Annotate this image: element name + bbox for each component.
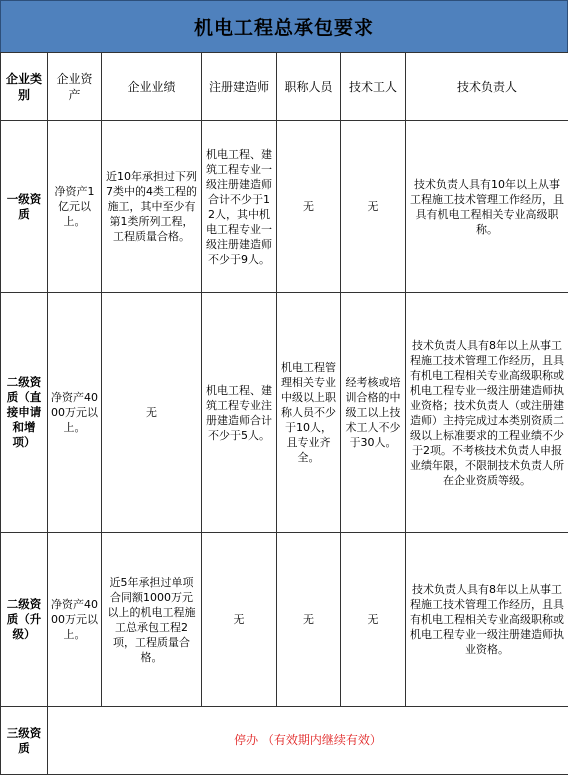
tech-lead-cell: 技术负责人具有10年以上从事工程施工技术管理工作经历，且具有机电工程相关专业高级职称。	[406, 121, 568, 293]
assets-cell: 净资产4000万元以上。	[48, 293, 102, 533]
table-row	[1, 707, 568, 775]
tech-lead-cell: 技术负责人具有8年以上从事工程施工技术管理工作经历，且具有机电工程相关专业高级职称或机电工程专业一级注册建造师执业资格。	[406, 533, 568, 707]
builders-cell: 机电工程、建筑工程专业一级注册建造师合计不少于12人，其中机电工程专业一级注册建造师不少于9人。	[202, 121, 277, 293]
category-cell: 一级资质	[1, 121, 48, 293]
table-row	[1, 293, 568, 533]
header-tech-lead: 技术负责人	[406, 53, 568, 121]
requirements-table	[0, 52, 568, 775]
technicians-cell: 经考核或培训合格的中级工以上技术工人不少于30人。	[341, 293, 406, 533]
header-row	[1, 53, 568, 121]
assets-cell: 净资产4000万元以上。	[48, 533, 102, 707]
suspended-note: 停办 （有效期内继续有效）	[48, 707, 568, 775]
header-performance: 企业业绩	[102, 53, 202, 121]
builders-cell: 无	[202, 533, 277, 707]
category-cell: 三级资质	[1, 707, 48, 775]
table-row	[1, 121, 568, 293]
page-title: 机电工程总承包要求	[0, 0, 568, 52]
titled-staff-cell: 无	[277, 533, 341, 707]
table-row	[1, 533, 568, 707]
header-assets: 企业资产	[48, 53, 102, 121]
header-builders: 注册建造师	[202, 53, 277, 121]
technicians-cell: 无	[341, 533, 406, 707]
performance-cell: 无	[102, 293, 202, 533]
header-category: 企业类别	[1, 53, 48, 121]
performance-cell: 近10年承担过下列7类中的4类工程的施工，其中至少有第1类所列工程，工程质量合格。	[102, 121, 202, 293]
titled-staff-cell: 机电工程管理相关专业中级以上职称人员不少于10人，且专业齐全。	[277, 293, 341, 533]
category-cell: 二级资质（升级）	[1, 533, 48, 707]
header-titled-staff: 职称人员	[277, 53, 341, 121]
header-technicians: 技术工人	[341, 53, 406, 121]
titled-staff-cell: 无	[277, 121, 341, 293]
assets-cell: 净资产1亿元以上。	[48, 121, 102, 293]
tech-lead-cell: 技术负责人具有8年以上从事工程施工技术管理工作经历，且具有机电工程相关专业高级职称或机电工程专业一级注册建造师执业资格；技术负责人（或注册建造师）主持完成过本类别资质二级以上标准要求的工程业绩不少于2项。不考核技术负责人申报业绩年限，不限制技术负责人所在企业资质等级。	[406, 293, 568, 533]
builders-cell: 机电工程、建筑工程专业注册建造师合计不少于5人。	[202, 293, 277, 533]
technicians-cell: 无	[341, 121, 406, 293]
category-cell: 二级资质（直接申请和增项）	[1, 293, 48, 533]
performance-cell: 近5年承担过单项合同额1000万元以上的机电工程施工总承包工程2项，工程质量合格。	[102, 533, 202, 707]
